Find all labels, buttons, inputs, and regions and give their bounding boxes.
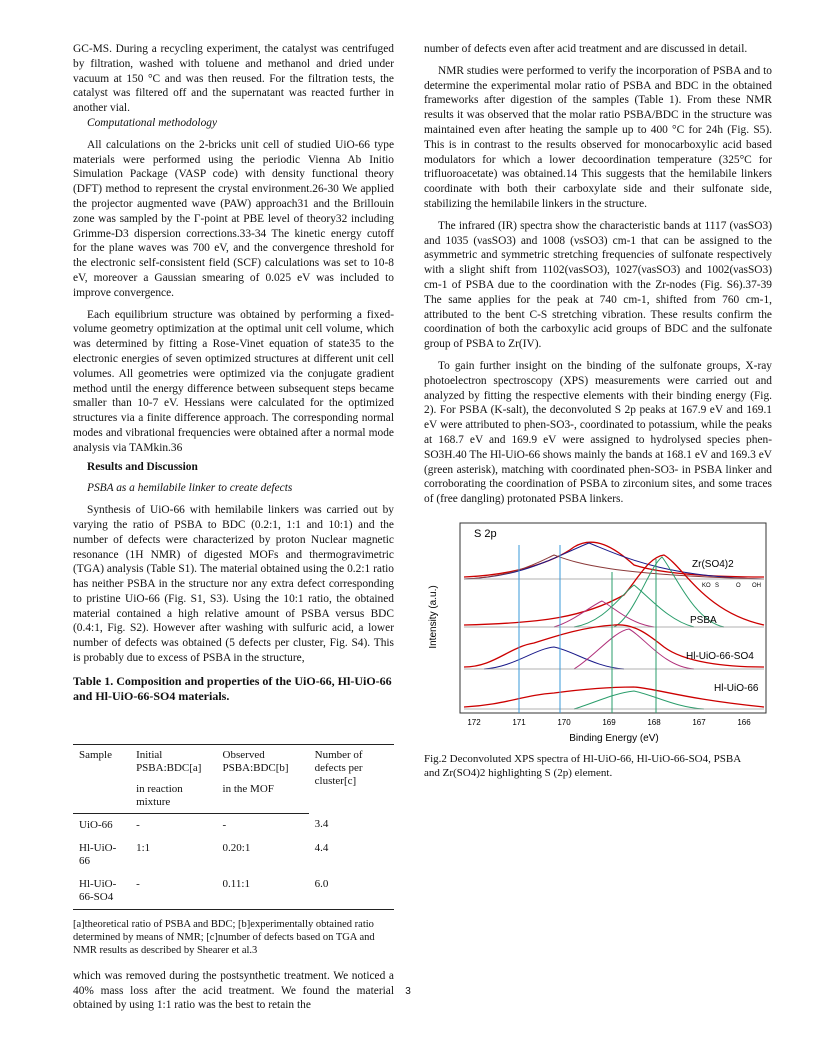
- table-header-initial: Initial PSBA:BDC[a]: [130, 744, 216, 779]
- subsection-heading-psba: PSBA as a hemilabile linker to create defects: [87, 482, 293, 495]
- paragraph: NMR studies were performed to verify the incorporation of PSBA and to determine the experimental molar ratio of PSBA and BDC in the obtained frameworks after digestion of the samples (Table 1). From these NMR results it was observed that the molar ratio PSBA/BDC in the structure was maintained even after heating the sample up to 400 °C for 24h (Fig. S5). This is in contrast to the results observed for monocarboxylic acid based modulators for which a lower decoordination temperature (325°C for trifluoroacetate) was obtained.14 This suggests that the hemilabile linkers coordinate with both their carboxylate side and their sulfonate side, stabilizing the hemilabile linkers in the structure.: [424, 64, 772, 210]
- composition-table: [73, 744, 394, 910]
- table-row: [73, 813, 394, 837]
- paragraph: To gain further insight on the binding of the sulfonate groups, X-ray photoelectron spectroscopy (XPS) measurements were carried out and analyzed by fitting the respective elements with their binding energy (Fig. 2). For PSBA (K-salt), the deconvoluted S 2p peaks at 167.9 eV and 169.1 eV were attributed to phen-SO3-, coordinated to potassium, while the peaks at 168.7 eV and 169.9 eV were assigned to hydrolysed species phen-SO3H.40 The Hl-UiO-66 shows mainly the bands at 168.1 eV and 169.3 eV (green asterisk), matching with coordinated phen-SO3- in PSBA linker and corroborating the coordination of PSBA to zirconium sites, and some traces of (free dangling) protonated PSBA linkers.: [424, 359, 772, 506]
- section-heading-computational: Computational methodology: [87, 116, 218, 129]
- table-caption: Table 1. Composition and properties of the UiO-66, Hl-UiO-66 and Hl-UiO-66-SO4 materials.: [73, 673, 392, 703]
- table-row: [73, 873, 394, 910]
- cell-initial: -: [136, 818, 140, 831]
- structure-s: S: [715, 582, 720, 589]
- cell-sample: UiO-66: [79, 818, 113, 831]
- cell-sample: Hl-UiO-66: [79, 841, 117, 867]
- x-tick: 167: [692, 717, 706, 727]
- x-tick: 170: [557, 717, 571, 727]
- section-heading-results: Results and Discussion: [87, 460, 198, 473]
- label-psba: PSBA: [690, 614, 717, 626]
- structure-ko: KO: [702, 582, 711, 589]
- structure-o: O: [736, 582, 741, 589]
- label-hluio66: Hl-UiO-66: [714, 682, 759, 694]
- x-tick: 171: [512, 717, 526, 727]
- page-number: 3: [405, 986, 411, 997]
- cell-observed: -: [222, 818, 227, 831]
- cell-defects: 3.4: [314, 818, 329, 831]
- figure-caption: Fig.2 Deconvoluted XPS spectra of Hl-UiO-66, Hl-UiO-66-SO4, PSBA and Zr(SO4)2 highlighting S (2p) element.: [424, 752, 741, 779]
- right-column: [424, 42, 772, 780]
- table-header-sample: Sample: [73, 744, 130, 779]
- table-header-defects: Number of defects per cluster[c]: [309, 744, 394, 813]
- table-subheader-observed: in the MOF: [217, 779, 309, 814]
- cell-observed: 0.20:1: [222, 841, 251, 854]
- table-row: [73, 837, 394, 873]
- table-subheader-initial: in reaction mixture: [130, 779, 216, 814]
- table-footnote: [a]theoretical ratio of PSBA and BDC; [b]experimentally obtained ratio determined by means of NMR; [c]number of defects based on TGA and NMR results as described by Shearer et al.3: [73, 918, 375, 956]
- xps-spectra-plot: [424, 517, 772, 747]
- cell-sample: Hl-UiO-66-SO4: [73, 873, 130, 910]
- paragraph: All calculations on the 2-bricks unit cell of studied UiO-66 type materials were performed using the periodic Vienna Ab Initio Simulation Package (VASP code) with density functional theory (DFT) method to represent the crystal environment.26-30 We applied the projector augmented wave (PAW) approach31 and the Brillouin zone was sampled by the Γ-point at PBE level of theory32 including Grimme-D3 dispersion corrections.33-34 The kinetic energy cutoff for the plane waves was 700 eV, and the convergence threshold for the electronic self-consistent field (SCF) calculations was set to 10-8 eV, moreover a Gaussian smearing of 0.025 eV was included to improve convergence.: [73, 138, 394, 299]
- cell-initial: -: [130, 873, 216, 910]
- paragraph: The infrared (IR) spectra show the characteristic bands at 1117 (νasSO3) and 1035 (νasSO3) and 1008 (νsSO3) cm-1 that can be assigned to the asymmetric and symmetric stretching frequencies of sulfonate respectively with a slight shift from 1102(νasSO3), 1027(νasSO3) and 1002(νasSO3) cm-1 of PSBA due to the coordination with the Zr-nodes (Fig. S6).37-39 The same applies for the peak at 740 cm-1, shifted from 760 cm-1, attributed to the bent C-S stretching vibration. These results confirm the coordination of both the carboxylic acid groups of BDC and the sulfonate group of PSBA to Zr(IV).: [424, 219, 772, 351]
- paragraph: number of defects even after acid treatment and are discussed in detail.: [424, 43, 748, 55]
- cell-observed: 0.11:1: [217, 873, 309, 910]
- cell-defects: 6.0: [309, 873, 394, 910]
- cell-defects: 4.4: [314, 841, 329, 854]
- x-tick: 169: [602, 717, 616, 727]
- paragraph: which was removed during the postsynthetic treatment. We noticed a 40% mass loss after the acid treatment. We found the material obtained by using 1:1 ratio was the best to retain the: [73, 969, 394, 1012]
- xps-figure: [424, 517, 772, 780]
- paragraph: Synthesis of UiO-66 with hemilabile linkers was carried out by varying the ratio of PSBA to BDC (0.2:1, 1:1 and 10:1) and the number of defects were characterized by proton Nuclear magnetic resonance (1H NMR) of digested MOFs and thermogravimetric (TGA) analysis (Table S1). The material obtained using the 0.2:1 ratio has neither PSBA in the structure nor any extra defect corresponding to pristine UiO-66 (Fig. S1, S3). Using the 10:1 ratio, the obtained material contained a high relative amount of PSBA versus BDC (0.4:1, Fig. S2). However after washing with sulfuric acid, a lower number of defects was obtained (5 defects per cluster, Fig. S4). This is probably due to excess of PSBA in the structure,: [73, 504, 394, 665]
- x-tick: 166: [737, 717, 751, 727]
- left-column: [73, 42, 394, 1013]
- panel-title: S 2p: [474, 527, 497, 540]
- table-header-observed: Observed PSBA:BDC[b]: [217, 744, 309, 779]
- cell-initial: 1:1: [136, 841, 151, 854]
- paragraph: Each equilibrium structure was obtained by performing a fixed-volume geometry optimization at the optimal unit cell volume, which was determined by fitting a Rose-Vinet equation of state35 to the electronic energies of seven optimized structures at different unit cell volumes. All geometries were optimized via the conjugate gradient method until the energy difference between subsequent steps became smaller than 10-7 eV. Hessians were calculated for the optimized structures via a finite difference approach. The corresponding normal modes and vibrational frequencies were obtained after a normal mode analysis via TAMkin.36: [73, 308, 394, 454]
- label-hluio66so4: Hl-UiO-66-SO4: [686, 650, 754, 662]
- x-axis-label: Binding Energy (eV): [569, 732, 659, 744]
- label-zrso4: Zr(SO4)2: [692, 558, 734, 570]
- x-tick: 168: [647, 717, 661, 727]
- y-axis-label: Intensity (a.u.): [428, 585, 439, 649]
- structure-oh: OH: [752, 582, 761, 589]
- paragraph: GC-MS. During a recycling experiment, the catalyst was centrifuged by filtration, washed with toluene and methanol and dried under vacuum at 150 °C and was then reused. For the filtration tests, the catalyst was filtered off and the supernatant was reacted further in another vial.: [73, 43, 394, 115]
- x-tick: 172: [467, 717, 481, 727]
